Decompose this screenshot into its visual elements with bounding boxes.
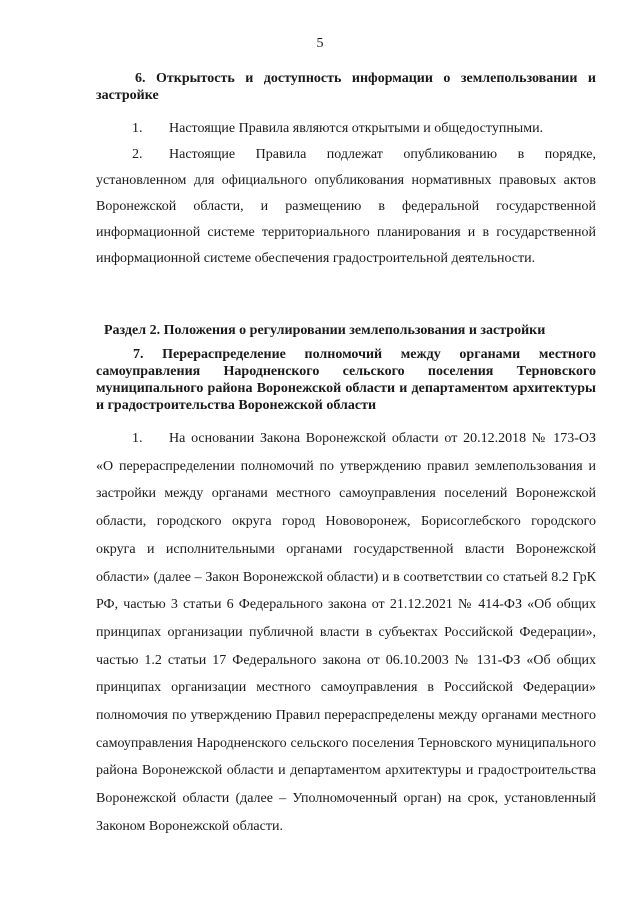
section-7-heading: 7. Перераспределение полномочий между органами местного самоуправления Народненского сельского поселения Терновского муниципального района Воронежской области и департаментом архитектуры и градостроительства Воронежской области — [96, 347, 596, 413]
item-text: На основании Закона Воронежской области от 20.12.2018 № 173-ОЗ «О перераспределении полномочий по утверждению правил землепользования и застройки между органами местного самоуправления поселений Воронежской области, городского округа город Нововоронеж, Борисоглебского городского округа и исполнительными органами государственной власти Воронежской области» (далее – Закон Воронежской области) и в соответствии со статьей 8.2 ГрК РФ, частью 3 статьи 6 Федерального закона от 21.12.2021 № 414-ФЗ «Об общих принципах организации публичной власти в субъектах Российской Федерации», частью 1.2 статьи 17 Федерального закона от 06.10.2003 № 131-ФЗ «Об общих принципах организации местного самоуправления в Российской Федерации» полномочия по утверждению Правил перераспределены между органами местного самоуправления Народненского сельского поселения Терновского муниципального района Воронежской области и департаментом архитектуры и градостроительства Воронежской области (далее – Уполномоченный орган) на срок, установленный Законом Воронежской области. — [96, 431, 596, 834]
section-6-item-2 — [96, 142, 596, 272]
section-6-heading: 6. Открытость и доступность информации о землепользовании и застройке — [96, 71, 596, 103]
page-number: 5 — [316, 36, 324, 51]
item-number: 2. — [132, 147, 143, 162]
razdel-2-heading: Раздел 2. Положения о регулировании землепользования и застройки — [104, 323, 546, 338]
item-number: 1. — [132, 431, 143, 446]
item-number: 1. — [132, 121, 143, 136]
section-6-item-1 — [96, 116, 596, 142]
section-7-item-1 — [96, 425, 596, 841]
item-text: Настоящие Правила подлежат опубликованию в порядке, установленном для официального опубликования нормативных правовых актов Воронежской области, и размещению в федеральной государственной информационной системе территориального планирования и в государственной информационной системе обеспечения градостроительной деятельности. — [96, 147, 596, 266]
item-text: Настоящие Правила являются открытыми и общедоступными. — [169, 121, 544, 136]
